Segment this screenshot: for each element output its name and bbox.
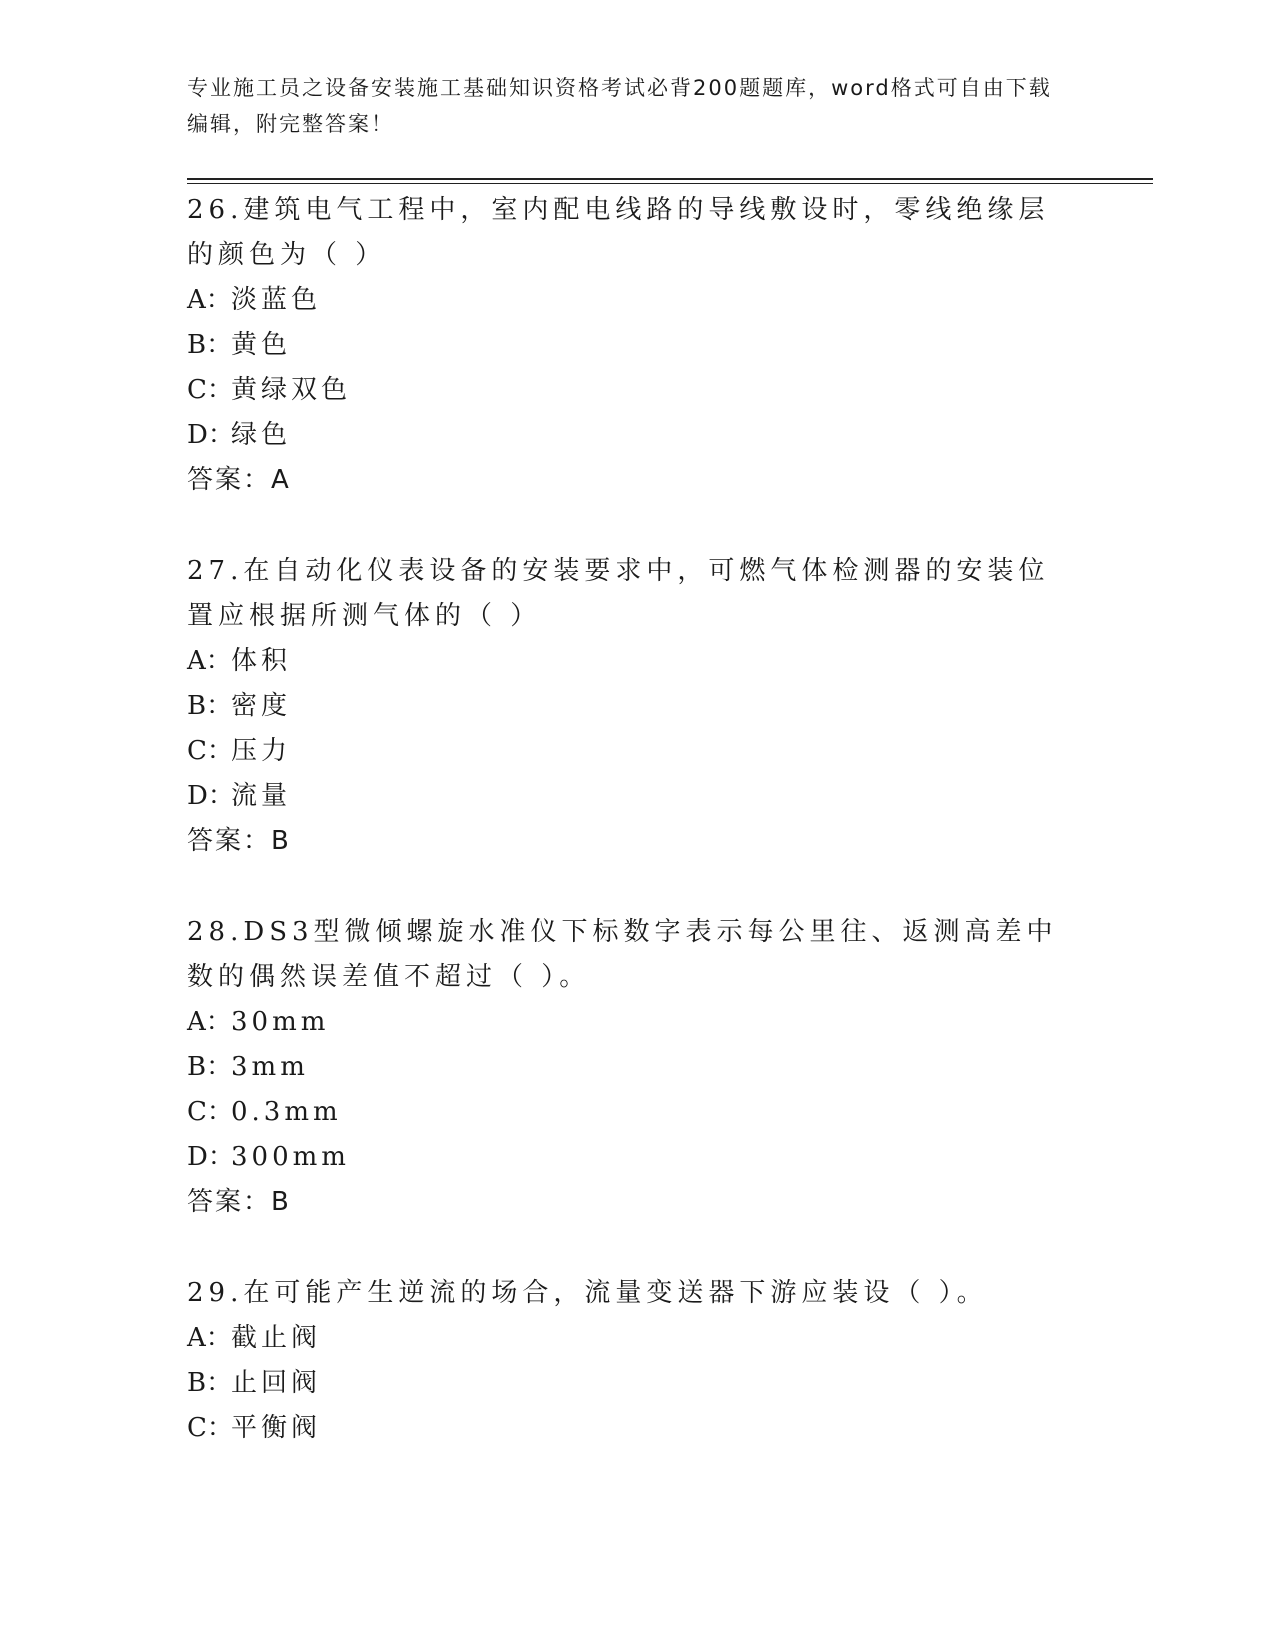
option-b — [187, 323, 1067, 368]
header-rule-thin — [187, 183, 1153, 184]
option-key: A： — [187, 1007, 232, 1037]
question-28 — [187, 910, 1067, 1225]
option-b — [187, 684, 1067, 729]
option-key: B： — [187, 1052, 233, 1082]
option-text: 3mm — [231, 1052, 309, 1082]
option-text: 300mm — [231, 1142, 350, 1172]
option-c — [187, 368, 1067, 413]
question-stem: 26.建筑电气工程中，室内配电线路的导线敷设时，零线绝缘层的颜色为（ ） — [187, 195, 1050, 270]
option-text: 截止阀 — [231, 1323, 322, 1353]
option-text: 流量 — [231, 781, 292, 811]
question-stem: 27.在自动化仪表设备的安装要求中，可燃气体检测器的安装位置应根据所测气体的（ ） — [187, 556, 1050, 631]
option-text: 止回阀 — [231, 1368, 322, 1398]
option-key: C： — [187, 736, 233, 766]
option-key: A： — [187, 285, 232, 315]
option-d — [187, 413, 1067, 458]
option-a — [187, 1000, 1067, 1045]
option-b — [187, 1045, 1067, 1090]
option-a — [187, 1316, 1067, 1361]
option-text: 绿色 — [231, 420, 292, 450]
option-key: D： — [187, 420, 234, 450]
option-text: 密度 — [231, 691, 292, 721]
option-text: 平衡阀 — [231, 1413, 322, 1443]
question-27 — [187, 549, 1067, 864]
option-text: 黄绿双色 — [231, 375, 352, 405]
option-text: 压力 — [231, 736, 292, 766]
header-rule-thick — [187, 178, 1153, 180]
answer: 答案：B — [187, 1187, 291, 1217]
option-key: D： — [187, 1142, 234, 1172]
question-stem: 28.DS3型微倾螺旋水准仪下标数字表示每公里往、返测高差中数的偶然误差值不超过（ ）。 — [187, 917, 1058, 992]
option-d — [187, 1135, 1067, 1180]
option-text: 30mm — [231, 1007, 330, 1037]
option-key: D： — [187, 781, 234, 811]
option-key: A： — [187, 646, 232, 676]
option-text: 淡蓝色 — [231, 285, 322, 315]
option-a — [187, 639, 1067, 684]
question-list — [187, 188, 1067, 1497]
option-key: C： — [187, 375, 233, 405]
option-key: B： — [187, 691, 233, 721]
question-29 — [187, 1271, 1067, 1451]
option-c — [187, 729, 1067, 774]
option-c — [187, 1090, 1067, 1135]
document-header — [187, 70, 1067, 142]
option-text: 黄色 — [231, 330, 292, 360]
option-a — [187, 278, 1067, 323]
option-key: B： — [187, 330, 233, 360]
option-key: B： — [187, 1368, 233, 1398]
option-text: 0.3mm — [231, 1097, 342, 1127]
option-key: C： — [187, 1413, 233, 1443]
option-key: C： — [187, 1097, 233, 1127]
question-26 — [187, 188, 1067, 503]
option-key: A： — [187, 1323, 232, 1353]
answer: 答案：B — [187, 826, 291, 856]
option-text: 体积 — [231, 646, 292, 676]
option-d — [187, 774, 1067, 819]
option-b — [187, 1361, 1067, 1406]
question-stem: 29.在可能产生逆流的场合，流量变送器下游应装设（ ）。 — [187, 1278, 988, 1308]
option-c — [187, 1406, 1067, 1451]
answer: 答案：A — [187, 465, 291, 495]
document-title: 专业施工员之设备安装施工基础知识资格考试必背200题题库，word格式可自由下载编辑，附完整答案！ — [187, 76, 1052, 136]
